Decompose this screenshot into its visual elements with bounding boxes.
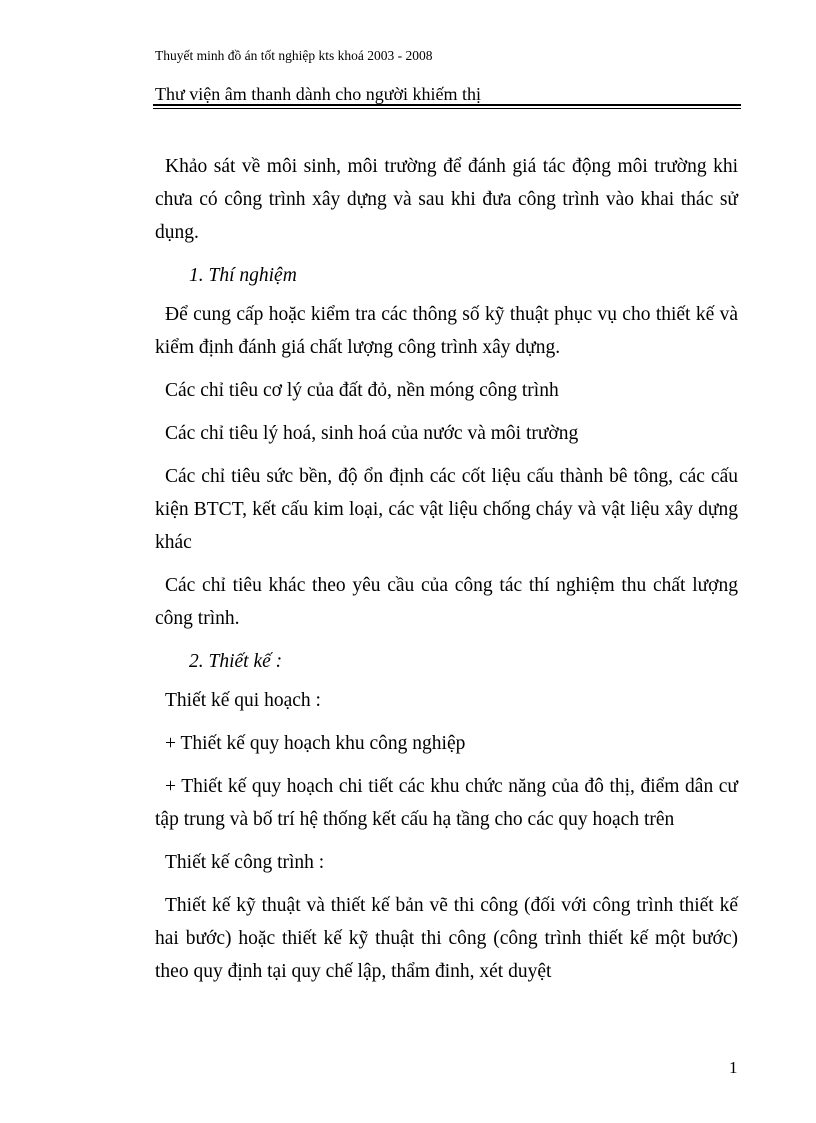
document-header-title: Thư viện âm thanh dành cho người khiếm thị bbox=[155, 84, 481, 104]
paragraph-detailed-planning: + Thiết kế quy hoạch chi tiết các khu chức năng của đô thị, điểm dân cư tập trung và bố trí hệ thống kết cấu hạ tầng cho các quy hoạch trên bbox=[155, 776, 738, 830]
section-heading-design: 2. Thiết kế : bbox=[189, 651, 283, 672]
paragraph-other-criteria: Các chỉ tiêu khác theo yêu cầu của công tác thí nghiệm thu chất lượng công trình. bbox=[155, 575, 738, 629]
paragraph-water-criteria: Các chỉ tiêu lý hoá, sinh hoá của nước và môi trường bbox=[165, 423, 579, 444]
page-body bbox=[155, 150, 738, 998]
section-heading-testing: 1. Thí nghiệm bbox=[189, 265, 297, 286]
paragraph-technical-design: Thiết kế kỹ thuật và thiết kế bản vẽ thi công (đối với công trình thiết kế hai bước) hoặc thiết kế kỹ thuật thi công (công trình thiết kế một bước) theo quy định tại quy chế lập, thẩm đinh, xét duyệt bbox=[155, 895, 738, 982]
paragraph-strength-criteria: Các chỉ tiêu sức bền, độ ổn định các cốt liệu cấu thành bê tông, các cấu kiện BTCT, kết cấu kim loại, các vật liệu chống cháy và vật liệu xây dựng khác bbox=[155, 466, 738, 553]
paragraph-soil-criteria: Các chỉ tiêu cơ lý của đất đỏ, nền móng công trình bbox=[165, 380, 559, 401]
header-divider-thick bbox=[153, 104, 741, 106]
paragraph-planning-design: Thiết kế qui hoạch : bbox=[165, 690, 321, 711]
paragraph-building-design: Thiết kế công trình : bbox=[165, 852, 325, 873]
page-number: 1 bbox=[729, 1058, 738, 1077]
paragraph-industrial-zone-planning: + Thiết kế quy hoạch khu công nghiệp bbox=[165, 733, 466, 754]
header-divider-thin bbox=[153, 108, 741, 109]
document-header-subtitle: Thuyết minh đồ án tốt nghiệp kts khoá 2003 - 2008 bbox=[155, 48, 433, 63]
paragraph-testing-purpose: Để cung cấp hoặc kiểm tra các thông số kỹ thuật phục vụ cho thiết kế và kiểm định đánh giá chất lượng công trình xây dựng. bbox=[155, 304, 738, 358]
paragraph-environment-survey: Khảo sát về môi sinh, môi trường để đánh giá tác động môi trường khi chưa có công trình xây dựng và sau khi đưa công trình vào khai thác sử dụng. bbox=[155, 156, 738, 243]
